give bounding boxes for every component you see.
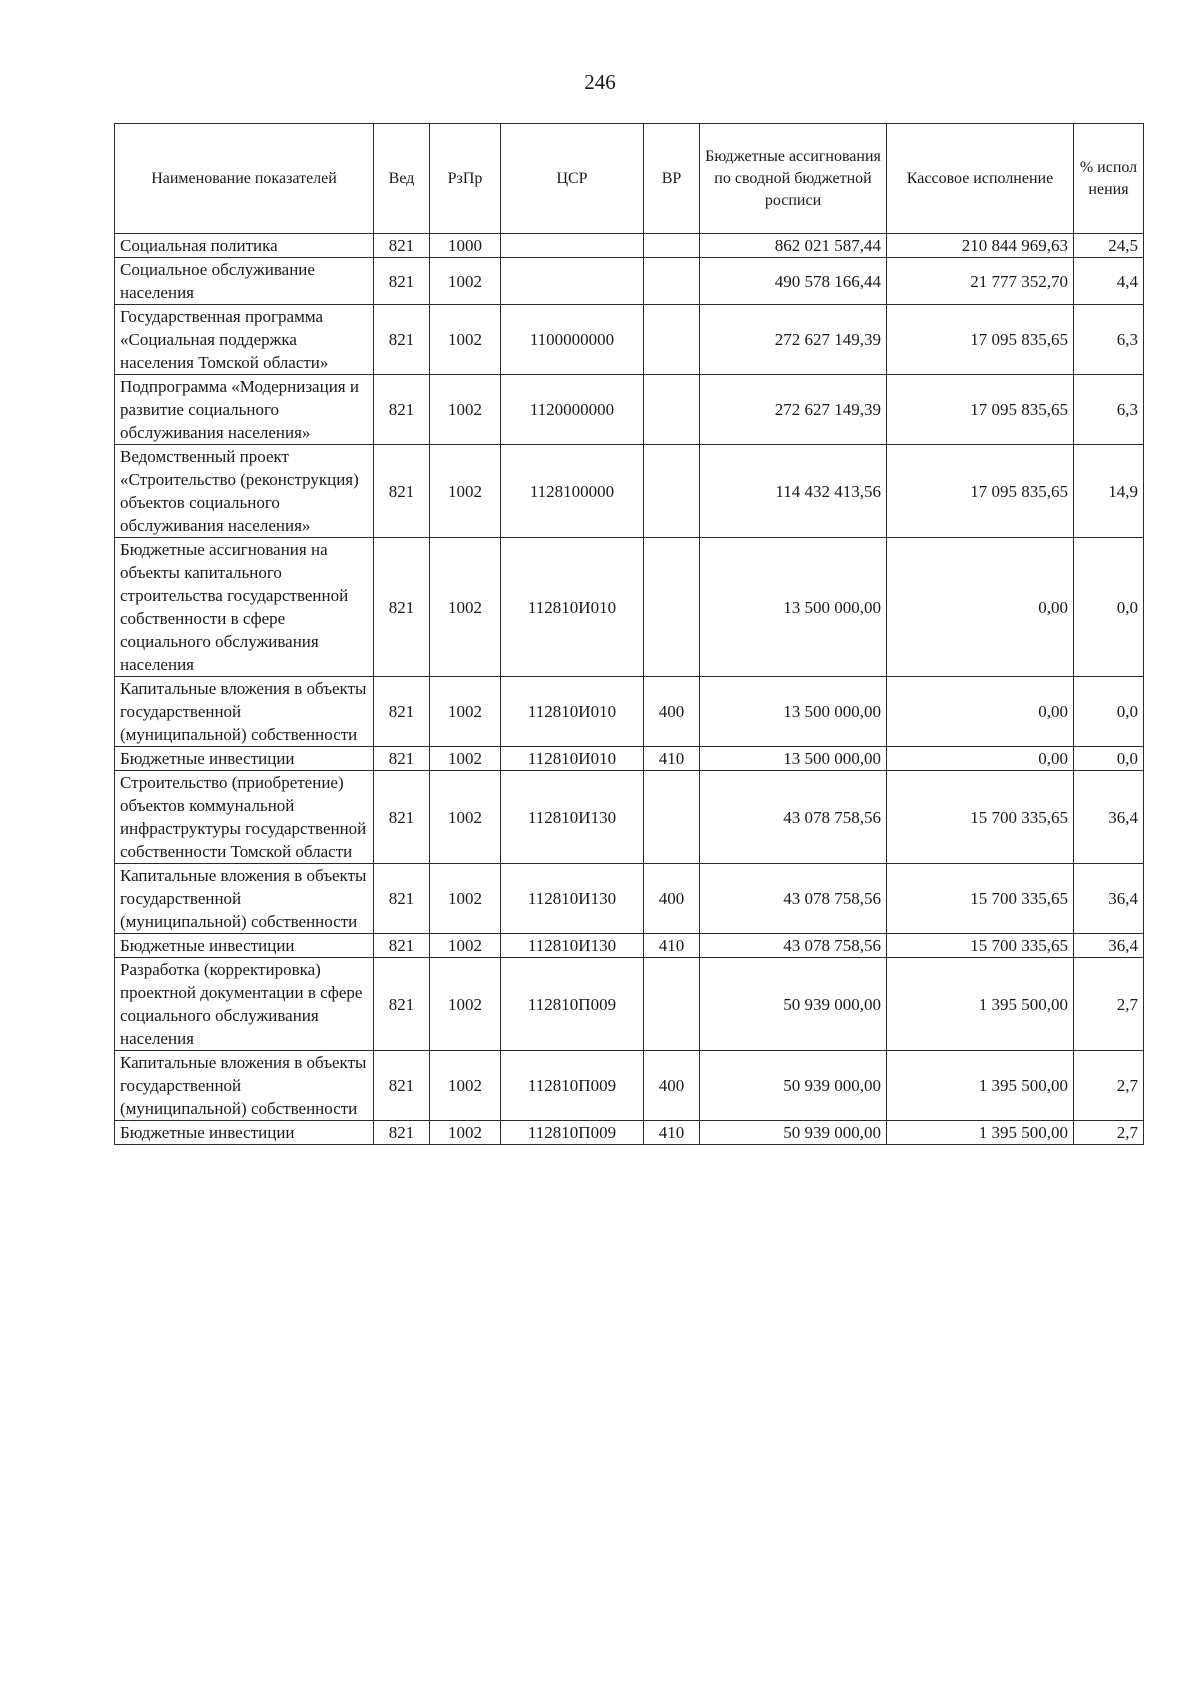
row-percent: 4,4 [1074,258,1144,305]
row-cash: 1 395 500,00 [887,958,1074,1051]
row-cash: 210 844 969,63 [887,234,1074,258]
row-cash: 15 700 335,65 [887,771,1074,864]
row-vr [644,234,700,258]
table-header-row [115,124,1144,234]
row-name: Ведомственный проект «Строительство (реконструкция) объектов социального обслуживания населения» [115,445,374,538]
row-ved: 821 [374,934,430,958]
row-budget: 13 500 000,00 [700,538,887,677]
row-ved: 821 [374,258,430,305]
row-name: Социальная политика [115,234,374,258]
row-name: Разработка (корректировка) проектной документации в сфере социального обслуживания населения [115,958,374,1051]
row-percent: 0,0 [1074,677,1144,747]
row-budget: 490 578 166,44 [700,258,887,305]
row-csr [501,234,644,258]
row-vr: 410 [644,747,700,771]
row-cash: 1 395 500,00 [887,1051,1074,1121]
table-row [115,445,1144,538]
row-ved: 821 [374,1051,430,1121]
row-name: Бюджетные инвестиции [115,747,374,771]
row-name: Строительство (приобретение) объектов коммунальной инфраструктуры государственной собственности Томской области [115,771,374,864]
row-percent: 24,5 [1074,234,1144,258]
column-header-csr: ЦСР [501,124,644,234]
row-cash: 0,00 [887,677,1074,747]
row-csr: 112810И010 [501,747,644,771]
row-vr: 410 [644,934,700,958]
column-header-percent: % испол нения [1074,124,1144,234]
row-csr: 112810П009 [501,958,644,1051]
row-percent: 2,7 [1074,1121,1144,1145]
row-rzpr: 1000 [430,234,501,258]
row-cash: 17 095 835,65 [887,445,1074,538]
row-vr: 400 [644,677,700,747]
row-csr: 112810И130 [501,864,644,934]
row-percent: 36,4 [1074,864,1144,934]
table-row [115,1051,1144,1121]
row-ved: 821 [374,771,430,864]
row-rzpr: 1002 [430,771,501,864]
row-budget: 50 939 000,00 [700,958,887,1051]
table-row [115,677,1144,747]
row-csr: 112810П009 [501,1051,644,1121]
row-ved: 821 [374,375,430,445]
row-budget: 272 627 149,39 [700,305,887,375]
row-csr: 1128100000 [501,445,644,538]
row-rzpr: 1002 [430,1051,501,1121]
row-percent: 6,3 [1074,305,1144,375]
row-budget: 50 939 000,00 [700,1121,887,1145]
row-percent: 2,7 [1074,958,1144,1051]
row-name: Бюджетные инвестиции [115,1121,374,1145]
row-name: Бюджетные инвестиции [115,934,374,958]
page-number: 246 [584,70,616,94]
table-row [115,305,1144,375]
row-percent: 2,7 [1074,1051,1144,1121]
row-name: Капитальные вложения в объекты государственной (муниципальной) собственности [115,1051,374,1121]
row-csr: 112810И130 [501,771,644,864]
table-row [115,864,1144,934]
row-csr: 112810И130 [501,934,644,958]
row-ved: 821 [374,677,430,747]
column-header-vr: ВР [644,124,700,234]
row-cash: 0,00 [887,538,1074,677]
table-row [115,958,1144,1051]
row-vr: 400 [644,1051,700,1121]
row-percent: 6,3 [1074,375,1144,445]
row-name: Капитальные вложения в объекты государственной (муниципальной) собственности [115,677,374,747]
row-budget: 13 500 000,00 [700,677,887,747]
row-cash: 15 700 335,65 [887,934,1074,958]
row-cash: 15 700 335,65 [887,864,1074,934]
column-header-name: Наименование показателей [115,124,374,234]
row-csr: 1100000000 [501,305,644,375]
row-ved: 821 [374,305,430,375]
row-vr [644,771,700,864]
row-name: Подпрограмма «Модернизация и развитие социального обслуживания населения» [115,375,374,445]
column-header-ved: Вед [374,124,430,234]
row-rzpr: 1002 [430,258,501,305]
row-budget: 50 939 000,00 [700,1051,887,1121]
row-name: Бюджетные ассигнования на объекты капитального строительства государственной собственности в сфере социального обслуживания населения [115,538,374,677]
row-ved: 821 [374,445,430,538]
row-rzpr: 1002 [430,375,501,445]
row-csr: 1120000000 [501,375,644,445]
row-vr [644,538,700,677]
row-vr [644,305,700,375]
row-percent: 0,0 [1074,747,1144,771]
row-budget: 13 500 000,00 [700,747,887,771]
row-csr: 112810П009 [501,1121,644,1145]
row-ved: 821 [374,747,430,771]
table-row [115,258,1144,305]
row-ved: 821 [374,538,430,677]
row-budget: 43 078 758,56 [700,771,887,864]
column-header-cash: Кассовое исполнение [887,124,1074,234]
row-rzpr: 1002 [430,958,501,1051]
row-vr [644,375,700,445]
row-vr: 400 [644,864,700,934]
row-csr [501,258,644,305]
row-budget: 272 627 149,39 [700,375,887,445]
row-rzpr: 1002 [430,1121,501,1145]
row-csr: 112810И010 [501,538,644,677]
table-row [115,771,1144,864]
table-row [115,234,1144,258]
row-rzpr: 1002 [430,538,501,677]
row-rzpr: 1002 [430,677,501,747]
row-percent: 36,4 [1074,771,1144,864]
row-rzpr: 1002 [430,445,501,538]
row-rzpr: 1002 [430,934,501,958]
row-budget: 43 078 758,56 [700,864,887,934]
row-budget: 43 078 758,56 [700,934,887,958]
row-percent: 0,0 [1074,538,1144,677]
column-header-rzpr: РзПр [430,124,501,234]
row-budget: 862 021 587,44 [700,234,887,258]
row-ved: 821 [374,864,430,934]
row-name: Государственная программа «Социальная поддержка населения Томской области» [115,305,374,375]
table-row [115,934,1144,958]
row-cash: 0,00 [887,747,1074,771]
table-body [115,234,1144,1145]
row-cash: 17 095 835,65 [887,305,1074,375]
table-row [115,538,1144,677]
row-csr: 112810И010 [501,677,644,747]
row-name: Социальное обслуживание населения [115,258,374,305]
row-cash: 1 395 500,00 [887,1121,1074,1145]
row-name: Капитальные вложения в объекты государственной (муниципальной) собственности [115,864,374,934]
table-row [115,1121,1144,1145]
row-vr [644,958,700,1051]
row-ved: 821 [374,1121,430,1145]
row-rzpr: 1002 [430,864,501,934]
row-percent: 14,9 [1074,445,1144,538]
row-cash: 21 777 352,70 [887,258,1074,305]
row-percent: 36,4 [1074,934,1144,958]
column-header-budget: Бюджетные ассигнования по сводной бюджетной росписи [700,124,887,234]
row-cash: 17 095 835,65 [887,375,1074,445]
row-vr [644,258,700,305]
row-ved: 821 [374,958,430,1051]
row-vr: 410 [644,1121,700,1145]
row-rzpr: 1002 [430,747,501,771]
budget-table [114,123,1144,1145]
table-row [115,375,1144,445]
table-row [115,747,1144,771]
row-rzpr: 1002 [430,305,501,375]
row-budget: 114 432 413,56 [700,445,887,538]
row-vr [644,445,700,538]
row-ved: 821 [374,234,430,258]
